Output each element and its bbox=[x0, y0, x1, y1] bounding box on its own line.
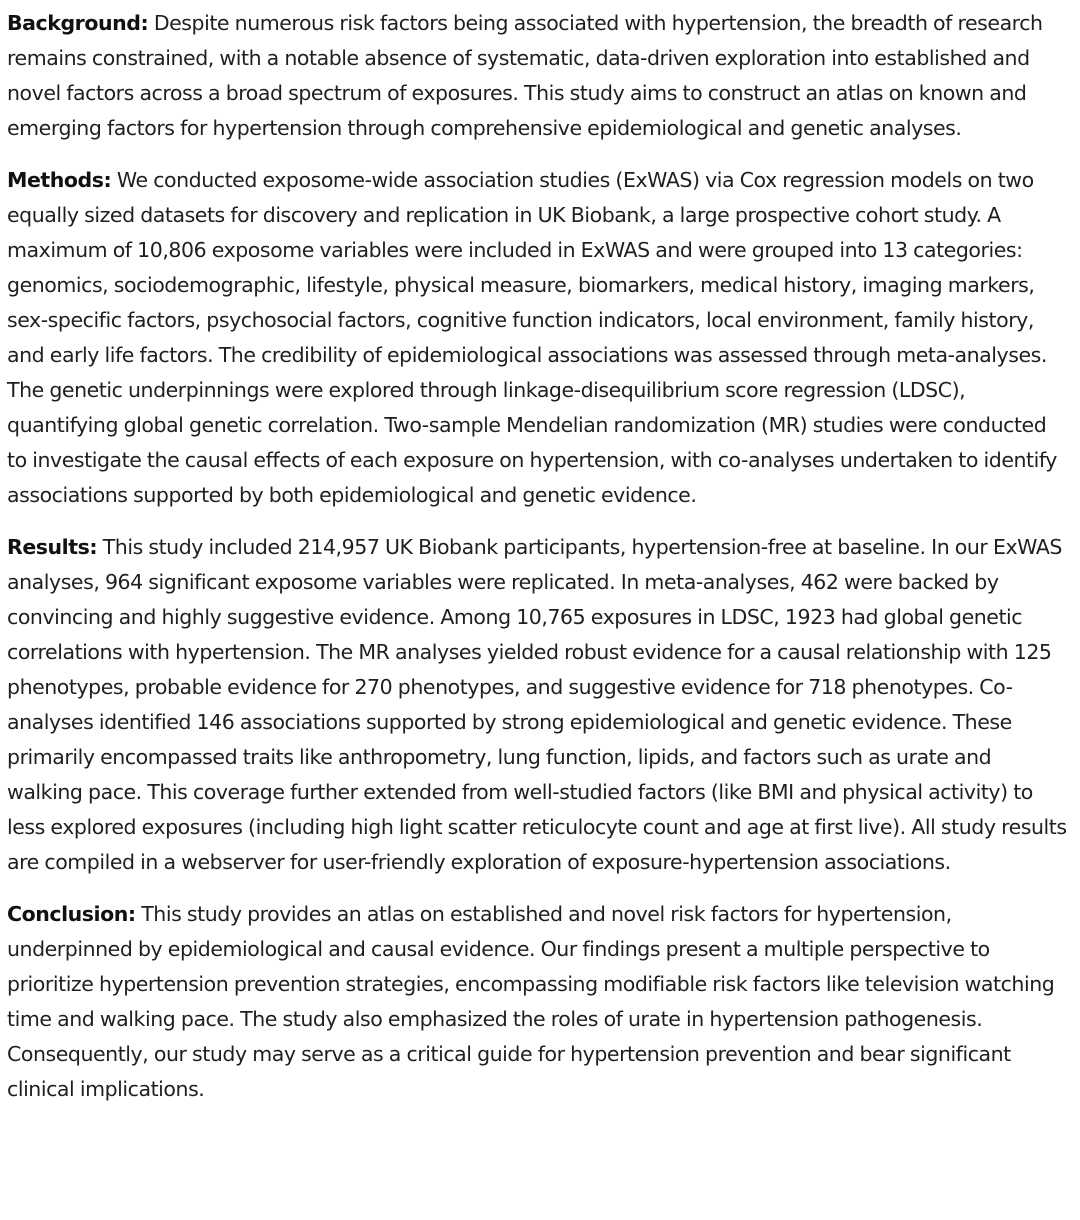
methods-label: Methods: bbox=[7, 168, 112, 192]
results-label: Results: bbox=[7, 535, 98, 559]
conclusion-paragraph bbox=[7, 897, 1068, 1107]
conclusion-text: This study provides an atlas on established and novel risk factors for hypertension, underpinned by epidemiological and causal evidence. Our findings present a multiple perspective to prioritize hypertension prevention strategies, encompassing modifiable risk factors like television watching time and walking pace. The study also emphasized the roles of urate in hypertension pathogenesis. Consequently, our study may serve as a critical guide for hypertension prevention and bear significant clinical implications. bbox=[7, 902, 1055, 1101]
results-text: This study included 214,957 UK Biobank participants, hypertension-free at baseline. In our ExWAS analyses, 964 significant exposome variables were replicated. In meta-analyses, 462 were backed by convincing and highly suggestive evidence. Among 10,765 exposures in LDSC, 1923 had global genetic correlations with hypertension. The MR analyses yielded robust evidence for a causal relationship with 125 phenotypes, probable evidence for 270 phenotypes, and suggestive evidence for 718 phenotypes. Co-analyses identified 146 associations supported by strong epidemiological and genetic evidence. These primarily encompassed traits like anthropometry, lung function, lipids, and factors such as urate and walking pace. This coverage further extended from well-studied factors (like BMI and physical activity) to less explored exposures (including high light scatter reticulocyte count and age at first live). All study results are compiled in a webserver for user-friendly exploration of exposure-hypertension associations. bbox=[7, 535, 1067, 874]
methods-paragraph bbox=[7, 163, 1068, 513]
results-paragraph bbox=[7, 530, 1068, 880]
methods-text: We conducted exposome-wide association studies (ExWAS) via Cox regression models on two equally sized datasets for discovery and replication in UK Biobank, a large prospective cohort study. A maximum of 10,806 exposome variables were included in ExWAS and were grouped into 13 categories: genomics, sociodemographic, lifestyle, physical measure, biomarkers, medical history, imaging markers, sex-specific factors, psychosocial factors, cognitive function indicators, local environment, family history, and early life factors. The credibility of epidemiological associations was assessed through meta-analyses. The genetic underpinnings were explored through linkage-disequilibrium score regression (LDSC), quantifying global genetic correlation. Two-sample Mendelian randomization (MR) studies were conducted to investigate the causal effects of each exposure on hypertension, with co-analyses undertaken to identify associations supported by both epidemiological and genetic evidence. bbox=[7, 168, 1057, 507]
conclusion-label: Conclusion: bbox=[7, 902, 136, 926]
background-paragraph bbox=[7, 6, 1068, 146]
background-text: Despite numerous risk factors being associated with hypertension, the breadth of research remains constrained, with a notable absence of systematic, data-driven exploration into established and novel factors across a broad spectrum of exposures. This study aims to construct an atlas on known and emerging factors for hypertension through comprehensive epidemiological and genetic analyses. bbox=[7, 11, 1043, 140]
background-label: Background: bbox=[7, 11, 149, 35]
